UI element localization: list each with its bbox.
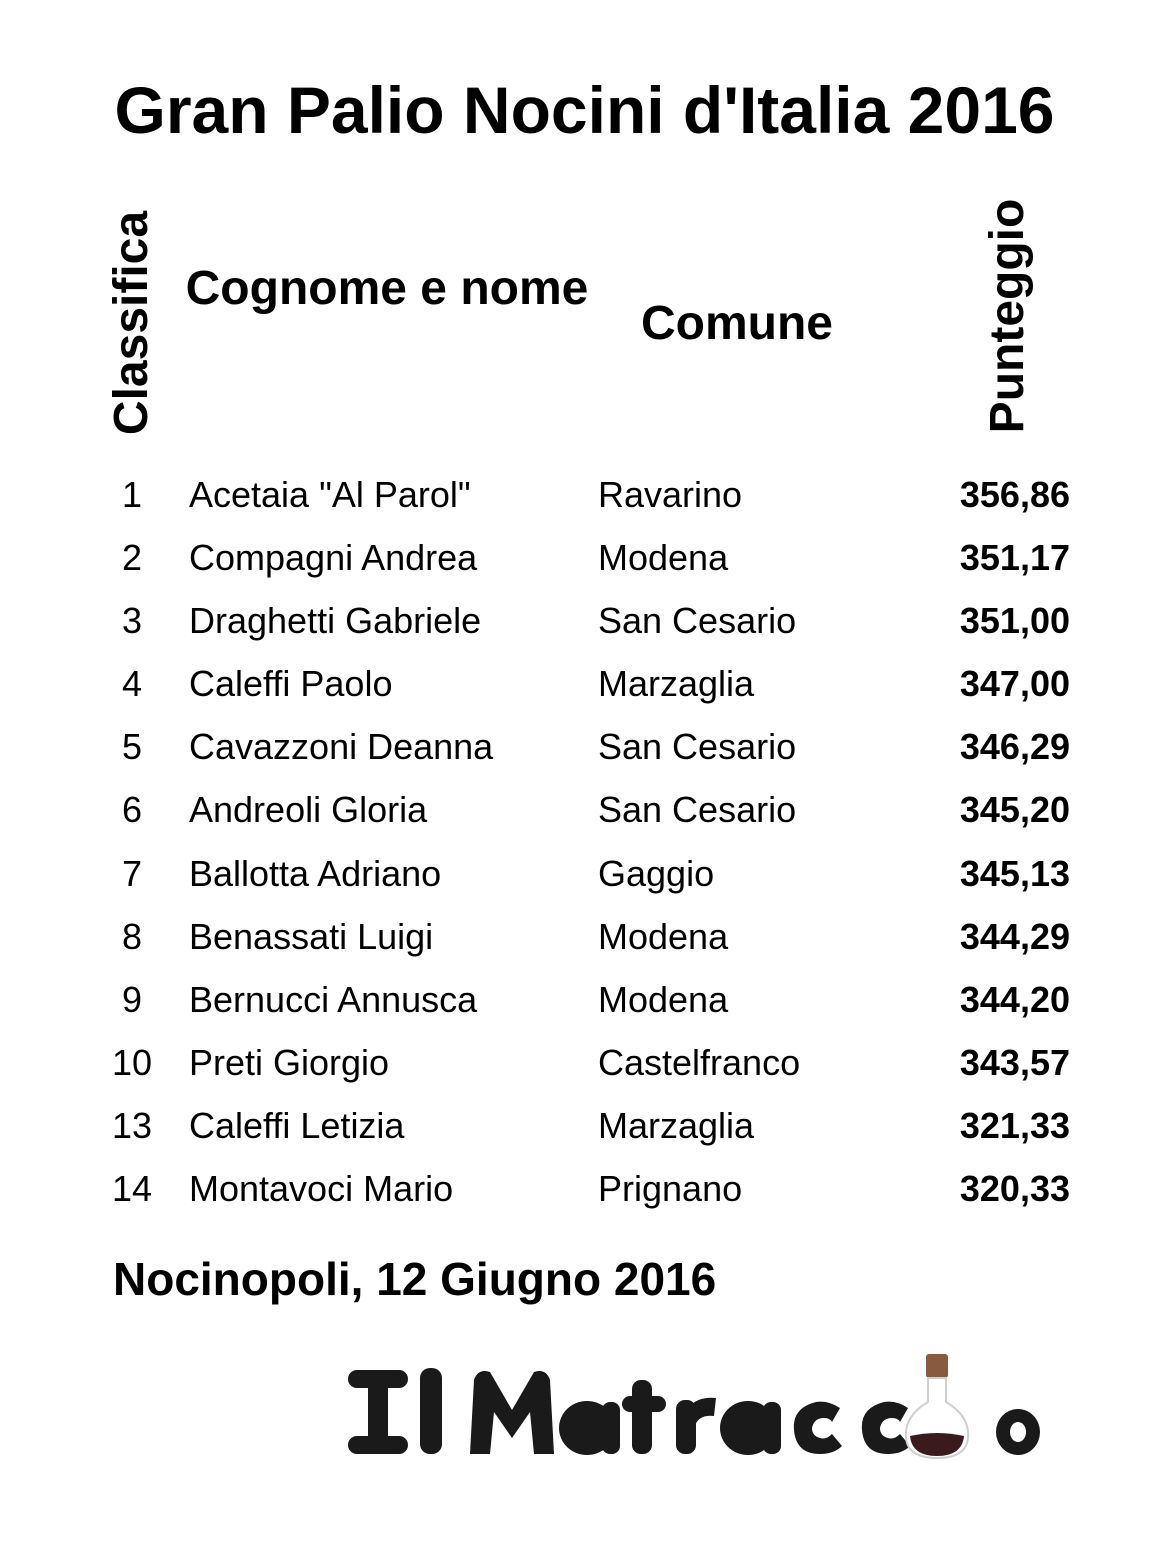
header-name: Cognome e nome — [185, 262, 589, 315]
score-cell: 351,00 — [959, 600, 1070, 642]
table-row — [0, 842, 1169, 905]
score-cell: 346,29 — [959, 726, 1070, 768]
comune-cell: Prignano — [598, 1168, 743, 1210]
rank-cell: 14 — [111, 1168, 153, 1210]
rank-cell: 1 — [121, 474, 143, 515]
rank-cell: 3 — [121, 600, 143, 642]
footer-date: Nocinopoli, 12 Giugno 2016 — [113, 1253, 717, 1305]
comune-cell: Modena — [598, 915, 729, 957]
name-cell: Ballotta Adriano — [189, 852, 442, 894]
comune-cell: Castelfranco — [598, 1041, 801, 1083]
name-cell: Benassati Luigi — [189, 915, 434, 957]
score-cell: 320,33 — [959, 1168, 1070, 1210]
score-cell: 345,20 — [959, 789, 1070, 831]
comune-cell: Ravarino — [598, 474, 743, 515]
score-cell: 343,57 — [959, 1041, 1070, 1083]
score-cell: 321,33 — [959, 1104, 1070, 1146]
rank-cell: 13 — [111, 1104, 153, 1146]
flask-icon — [906, 1354, 968, 1458]
comune-cell: Modena — [598, 537, 729, 579]
comune-cell: Modena — [598, 978, 729, 1020]
rank-cell: 4 — [121, 663, 143, 705]
table-row — [0, 463, 1169, 526]
name-cell: Compagni Andrea — [189, 537, 478, 579]
table-row — [0, 526, 1169, 589]
comune-cell: San Cesario — [598, 600, 797, 642]
name-cell: Cavazzoni Deanna — [189, 726, 494, 768]
comune-cell: Marzaglia — [598, 663, 755, 705]
table-row — [0, 905, 1169, 968]
score-cell: 351,17 — [959, 537, 1070, 579]
table-row — [0, 778, 1169, 841]
page-title: Gran Palio Nocini d'Italia 2016 — [114, 73, 1055, 147]
comune-cell: Gaggio — [598, 852, 715, 894]
rank-cell: 6 — [121, 789, 143, 831]
comune-cell: San Cesario — [598, 789, 797, 831]
name-cell: Montavoci Mario — [189, 1168, 454, 1210]
name-cell: Bernucci Annusca — [189, 978, 478, 1020]
table-row — [0, 715, 1169, 778]
table-row — [0, 968, 1169, 1031]
name-cell: Preti Giorgio — [189, 1041, 390, 1083]
name-cell: Caleffi Paolo — [189, 663, 393, 705]
header-comune: Comune — [641, 297, 833, 350]
score-cell: 347,00 — [959, 663, 1070, 705]
score-cell: 356,86 — [959, 474, 1070, 515]
name-cell: Acetaia "Al Parol" — [189, 474, 471, 515]
comune-cell: Marzaglia — [598, 1104, 755, 1146]
table-row — [0, 652, 1169, 715]
name-cell: Caleffi Letizia — [189, 1104, 405, 1146]
table-row — [0, 1094, 1169, 1157]
rank-cell: 5 — [121, 726, 143, 768]
table-row — [0, 1031, 1169, 1094]
rank-cell: 8 — [121, 915, 143, 957]
il-matraccio-logo — [340, 1350, 1040, 1470]
header-score: Punteggio — [981, 198, 1034, 434]
rank-cell: 9 — [121, 978, 143, 1020]
comune-cell: San Cesario — [598, 726, 797, 768]
score-cell: 345,13 — [959, 852, 1070, 894]
table-row — [0, 589, 1169, 652]
ranking-table — [0, 463, 1169, 1220]
name-cell: Andreoli Gloria — [189, 789, 428, 831]
header-rank: Classifica — [105, 210, 158, 436]
score-cell: 344,29 — [959, 915, 1070, 957]
rank-cell: 7 — [121, 852, 143, 894]
rank-cell: 10 — [111, 1041, 153, 1083]
name-cell: Draghetti Gabriele — [189, 600, 482, 642]
rank-cell: 2 — [121, 537, 143, 579]
table-row — [0, 1157, 1169, 1220]
score-cell: 344,20 — [959, 978, 1070, 1020]
